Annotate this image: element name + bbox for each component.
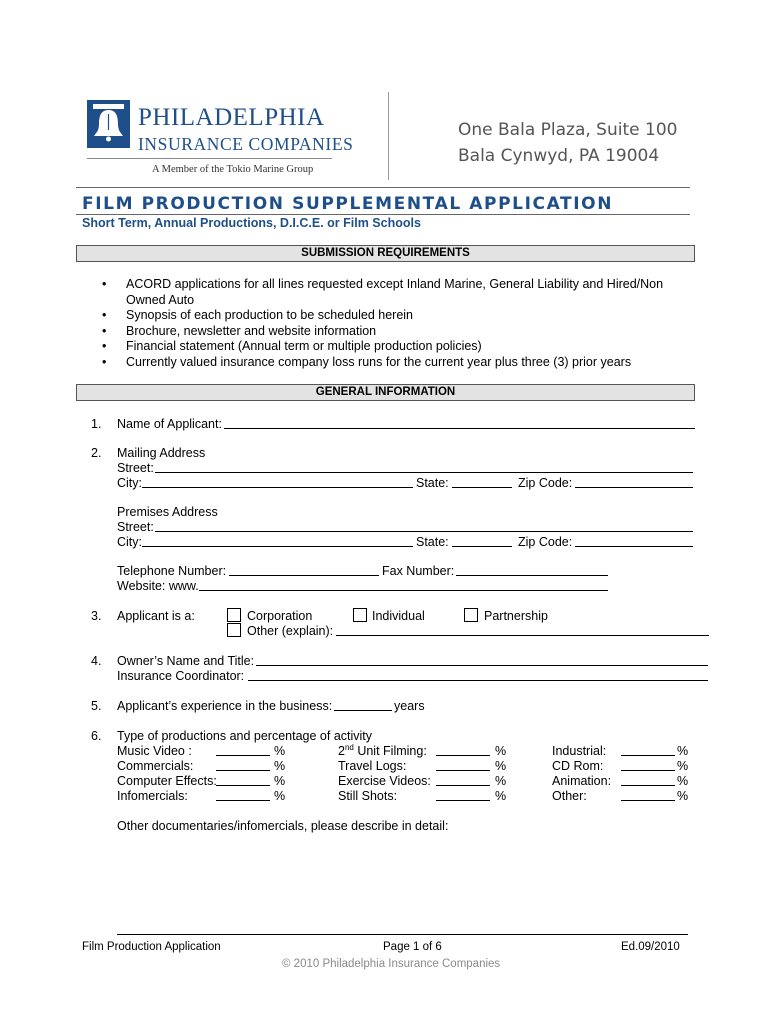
describe-label: Other documentaries/infomercials, please describe in detail: [117, 819, 449, 833]
cd-rom-label: CD Rom: [552, 759, 604, 773]
address-line-2: Bala Cynwyd, PA 19004 [458, 146, 660, 166]
percent-sign: % [677, 774, 689, 788]
exercise-videos-percent-field[interactable] [436, 785, 490, 786]
still-shots-percent-field[interactable] [436, 800, 490, 801]
coordinator-label: Insurance Coordinator: [117, 669, 245, 683]
fax-label: Fax Number: [382, 564, 455, 578]
page-title: FILM PRODUCTION SUPPLEMENTAL APPLICATION [82, 194, 614, 214]
computer-effects-label: Computer Effects: [117, 774, 217, 788]
list-item: • ACORD applications for all lines requested except Inland Marine, General Liability and Hired/Non Owned Auto [100, 277, 680, 308]
title-rule-top [76, 187, 690, 188]
animation-label: Animation: [552, 774, 612, 788]
website-label: Website: www. [117, 579, 199, 593]
brand-subname: INSURANCE COMPANIES [138, 134, 354, 154]
experience-label: Applicant’s experience in the business: [117, 699, 333, 713]
production-types-label: Type of productions and percentage of activity [117, 729, 373, 743]
second-unit-percent-field[interactable] [436, 755, 490, 756]
telephone-field[interactable] [229, 575, 379, 576]
mailing-address-label: Mailing Address [117, 446, 206, 460]
corporation-label: Corporation [247, 609, 313, 623]
question-number: 1. [91, 417, 102, 431]
percent-sign: % [495, 744, 507, 758]
footer-edition: Ed.09/2010 [621, 941, 680, 953]
other-type-label: Other: [552, 789, 587, 803]
applicant-name-label: Name of Applicant: [117, 417, 222, 431]
question-number: 6. [91, 729, 102, 743]
animation-percent-field[interactable] [621, 785, 675, 786]
partnership-checkbox[interactable] [464, 608, 478, 622]
footer-page-number: Page 1 of 6 [383, 941, 442, 953]
section-header-general: GENERAL INFORMATION [76, 384, 695, 401]
percent-sign: % [274, 789, 286, 803]
individual-label: Individual [372, 609, 425, 623]
page-subtitle: Short Term, Annual Productions, D.I.C.E. or Film Schools [82, 216, 421, 230]
fax-field[interactable] [456, 575, 608, 576]
experience-years-suffix: years [394, 699, 425, 713]
premises-street-field[interactable] [155, 531, 693, 532]
percent-sign: % [677, 789, 689, 803]
individual-checkbox[interactable] [353, 608, 367, 622]
mailing-city-field[interactable] [142, 487, 413, 488]
percent-sign: % [495, 759, 507, 773]
website-field[interactable] [199, 590, 608, 591]
percent-sign: % [274, 774, 286, 788]
mailing-zip-label: Zip Code: [518, 476, 573, 490]
list-item: • Synopsis of each production to be scheduled herein [100, 308, 680, 324]
question-number: 3. [91, 609, 102, 623]
footer-form-name: Film Production Application [82, 941, 221, 953]
experience-years-field[interactable] [334, 710, 392, 711]
question-number: 2. [91, 446, 102, 460]
brand-tagline: A Member of the Tokio Marine Group [152, 164, 314, 175]
premises-city-field[interactable] [142, 546, 413, 547]
travel-logs-percent-field[interactable] [436, 770, 490, 771]
header-divider [388, 92, 389, 180]
list-item: • Brochure, newsletter and website information [100, 324, 680, 340]
other-explain-field[interactable] [336, 635, 709, 636]
list-item: • Financial statement (Annual term or multiple production policies) [100, 339, 680, 355]
percent-sign: % [495, 774, 507, 788]
exercise-videos-label: Exercise Videos: [338, 774, 431, 788]
still-shots-label: Still Shots: [338, 789, 398, 803]
list-item: • Currently valued insurance company loss runs for the current year plus three (3) prior years [100, 355, 680, 371]
coordinator-field[interactable] [248, 680, 708, 681]
industrial-percent-field[interactable] [621, 755, 675, 756]
owner-name-label: Owner’s Name and Title: [117, 654, 255, 668]
industrial-label: Industrial: [552, 744, 607, 758]
mailing-zip-field[interactable] [575, 487, 693, 488]
premises-state-label: State: [416, 535, 449, 549]
infomercials-label: Infomercials: [117, 789, 188, 803]
section-header-submission: SUBMISSION REQUIREMENTS [76, 245, 695, 262]
applicant-type-label: Applicant is a: [117, 609, 195, 623]
brand-divider [87, 158, 332, 159]
premises-street-label: Street: [117, 520, 154, 534]
travel-logs-label: Travel Logs: [338, 759, 407, 773]
describe-field[interactable] [117, 934, 688, 935]
question-number: 4. [91, 654, 102, 668]
other-label: Other (explain): [247, 624, 334, 638]
mailing-state-field[interactable] [452, 487, 512, 488]
applicant-name-field[interactable] [224, 428, 695, 429]
percent-sign: % [495, 789, 507, 803]
percent-sign: % [677, 744, 689, 758]
infomercials-percent-field[interactable] [216, 800, 270, 801]
title-rule-bottom [76, 214, 690, 215]
music-video-percent-field[interactable] [216, 755, 270, 756]
telephone-label: Telephone Number: [117, 564, 227, 578]
premises-address-label: Premises Address [117, 505, 218, 519]
liberty-bell-logo-icon [87, 100, 130, 148]
premises-zip-label: Zip Code: [518, 535, 573, 549]
percent-sign: % [274, 744, 286, 758]
address-line-1: One Bala Plaza, Suite 100 [458, 120, 678, 140]
corporation-checkbox[interactable] [227, 608, 241, 622]
brand-name: PHILADELPHIA [138, 104, 325, 131]
footer-copyright: © 2010 Philadelphia Insurance Companies [282, 958, 501, 970]
submission-list [100, 277, 680, 371]
mailing-state-label: State: [416, 476, 449, 490]
computer-effects-percent-field[interactable] [216, 785, 270, 786]
premises-zip-field[interactable] [575, 546, 693, 547]
cd-rom-percent-field[interactable] [621, 770, 675, 771]
mailing-street-field[interactable] [155, 472, 693, 473]
mailing-city-label: City: [117, 476, 142, 490]
percent-sign: % [274, 759, 286, 773]
owner-name-field[interactable] [256, 665, 708, 666]
partnership-label: Partnership [484, 609, 548, 623]
commercials-label: Commercials: [117, 759, 194, 773]
music-video-label: Music Video : [117, 744, 192, 758]
percent-sign: % [677, 759, 689, 773]
second-unit-filming-label: 2nd Unit Filming: [338, 742, 427, 758]
other-type-percent-field[interactable] [621, 800, 675, 801]
commercials-percent-field[interactable] [216, 770, 270, 771]
mailing-street-label: Street: [117, 461, 154, 475]
premises-state-field[interactable] [452, 546, 512, 547]
question-number: 5. [91, 699, 102, 713]
other-checkbox[interactable] [227, 623, 241, 637]
premises-city-label: City: [117, 535, 142, 549]
